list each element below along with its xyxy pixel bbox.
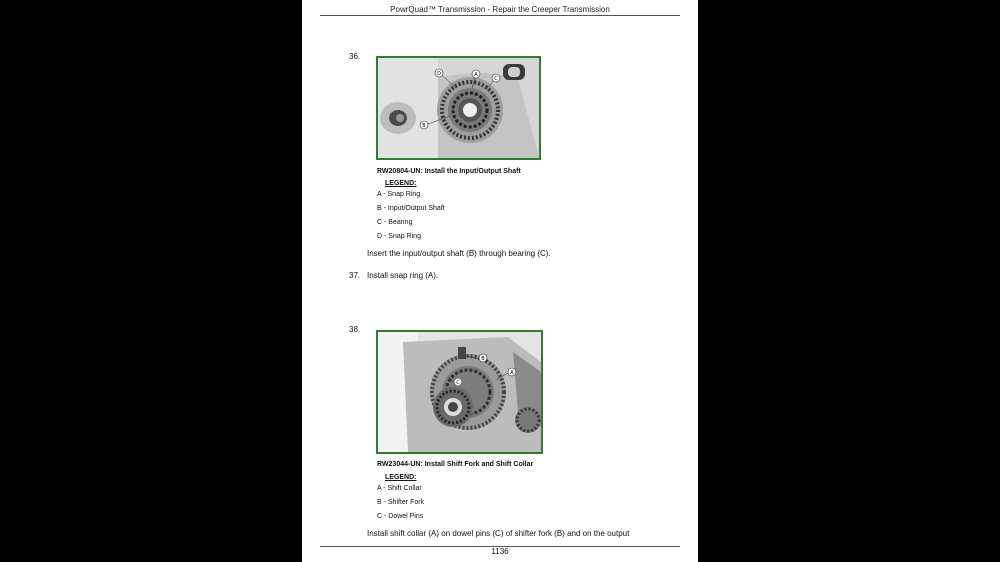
callout-c: C — [456, 380, 460, 386]
legend-item: B - Shifter Fork — [377, 499, 425, 506]
callout-c: C — [494, 76, 498, 82]
legend-item: A - Snap Ring — [377, 191, 421, 198]
callout-a: A — [474, 72, 478, 78]
legend-item: A - Shift Collar — [377, 485, 422, 492]
legend-36-title: LEGEND: — [385, 180, 417, 187]
callout-b: B — [422, 123, 426, 129]
step-38-instruction: Install shift collar (A) on dowel pins (C) of shifter fork (B) and on the output — [367, 529, 630, 538]
figure-input-output-shaft — [376, 56, 541, 160]
page-header: PowrQuad™ Transmission - Repair the Creeper Transmission — [390, 5, 610, 14]
callout-a: A — [510, 370, 514, 376]
header-rule — [320, 15, 680, 16]
legend-item: D - Snap Ring — [377, 233, 421, 240]
step-38-number: 38. — [349, 325, 361, 334]
callout-d: D — [437, 71, 441, 77]
page-number: 1136 — [491, 547, 509, 556]
step-36-number: 36. — [349, 52, 361, 61]
legend-38-title: LEGEND: — [385, 474, 417, 481]
document-page — [302, 0, 698, 562]
legend-item: C - Dowel Pins — [377, 513, 424, 520]
step-36-instruction: Insert the input/output shaft (B) through bearing (C). — [367, 249, 551, 258]
legend-item: C - Bearing — [377, 219, 413, 226]
figure-36-caption: RW20804-UN: Install the Input/Output Shaft — [377, 168, 521, 175]
step-37-instruction: Install snap ring (A). — [367, 271, 439, 280]
step-37-number: 37. — [349, 271, 361, 280]
figure-38-caption: RW23044-UN: Install Shift Fork and Shift Collar — [377, 461, 534, 468]
figure-shift-fork-collar — [376, 330, 543, 454]
callout-b: B — [481, 356, 485, 362]
legend-item: B - Input/Output Shaft — [377, 205, 445, 212]
